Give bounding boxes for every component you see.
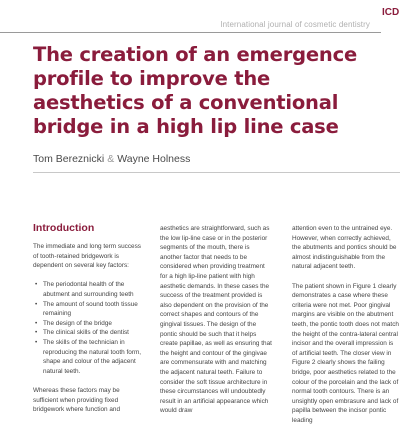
title-line-4: bridge in a high lip line case [33,115,339,138]
list-item: • The design of the bridge [33,319,145,329]
paragraph: attention even to the untrained eye. However, when correctly achieved, the abutments and pontics should be almost indistinguishable from the natural adjacent teeth. [292,225,397,271]
title-line-1: The creation of an emergence [33,43,357,66]
journal-abbreviation: ICD [382,7,400,18]
author-line [33,153,190,165]
key-factors-list [33,280,145,376]
text-column-3 [292,224,400,435]
article-title [33,43,389,139]
author-name: Tom Bereznicki [33,153,105,165]
author-separator: & [107,153,115,165]
list-item: • The amount of sound tooth tissue remaining [33,300,145,319]
title-line-3: aesthetics of a conventional [33,91,339,114]
text-column-2 [160,224,272,425]
paragraph: The patient shown in Figure 1 clearly demonstrates a case where these criteria were not met. Poor gingival margins are visible on the abutment teeth, the pontic tooth does not match the height of the contra-lateral central incisor and the overall impression is of artificial teeth. The closer view in Figure 2 clearly shows the failing bridge, poor aesthetics related to the colour of the porcelain and the lack of normal tooth contours. There is an unsightly open embrasure and lack of papilla between the incisor pontic leading [292,282,399,424]
list-item: • The skills of the technician in reproducing the natural tooth form, shape and colour of the adjacent natural teeth. [33,338,145,376]
list-item: • The clinical skills of the dentist [33,328,145,338]
title-line-2: profile to improve the [33,67,271,90]
paragraph: Whereas these factors may be sufficient when providing fixed bridgework where function and [33,386,121,414]
text-column-1 [33,242,145,424]
section-divider [33,172,400,173]
paragraph: The immediate and long term success of tooth-retained bridgework is dependent on several key factors: [33,243,141,270]
section-heading: Introduction [33,222,95,234]
list-item: • The periodontal health of the abutment and surrounding teeth [33,280,145,299]
author-name: Wayne Holness [117,153,191,165]
journal-name: International journal of cosmetic dentistry [220,20,370,29]
paragraph: aesthetics are straightforward, such as the low lip-line case or in the posterior segments of the mouth, there is another factor that needs to be considered when providing treatment for a high lip-line patient with high aesthetic demands. In these cases the success of the treatment provided is also dependent on the provision of the correct shapes and contours of the gingival tissues. The design of the pontic should be such that it helps create papillae, as well as ensuring that the height and contour of the gingivae are commensurate with and matching the adjacent natural teeth. Failure to consider the soft tissue architecture in these circumstances will undoubtedly result in an artificial appearance which would draw [160,225,272,415]
